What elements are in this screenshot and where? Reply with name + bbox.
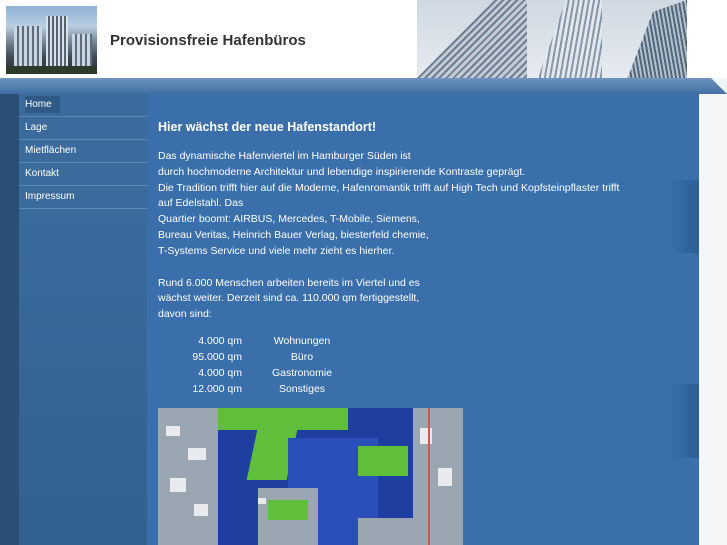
site-title: Provisionsfreie Hafenbüros: [110, 32, 306, 49]
nav-item-label: Impressum: [25, 191, 75, 202]
area-quantity: 12.000 qm: [192, 382, 242, 395]
text-line: Bureau Veritas, Heinrich Bauer Verlag, biesterfeld chemie,: [158, 228, 429, 241]
text-line: Das dynamische Hafenviertel im Hamburger Süden ist: [158, 150, 411, 162]
area-breakdown-table: [170, 333, 362, 397]
text-line: durch hochmoderne Architektur und lebendige inspirierende Kontraste geprägt.: [158, 165, 526, 178]
area-category: Gastronomie: [271, 366, 333, 379]
header-band: [0, 78, 727, 94]
text-line: auf Edelstahl. Das: [158, 197, 244, 210]
table-row: [170, 381, 362, 397]
right-edge-tab: [669, 384, 699, 458]
main-navigation: [19, 94, 147, 209]
text-line: Die Tradition trifft hier auf die Moderne, Hafenromantik trifft auf High Tech und Kopfsteinpflaster trifft: [158, 181, 620, 194]
sidebar-lower: [19, 210, 147, 545]
nav-item-kontakt[interactable]: [19, 163, 147, 186]
area-category: Wohnungen: [273, 334, 331, 347]
nav-item-label: Lage: [25, 122, 48, 133]
harbor-map-image: [158, 408, 463, 545]
table-row: [170, 365, 362, 381]
nav-item-impressum[interactable]: [19, 186, 147, 209]
article: [158, 120, 668, 397]
intro-paragraph: [158, 149, 668, 260]
header: [0, 0, 727, 80]
sidebar-stripe: [0, 94, 19, 545]
text-line: Rund 6.000 Menschen arbeiten bereits im Viertel und es: [158, 276, 420, 289]
header-skyline-image: [417, 0, 687, 78]
text-line: davon sind:: [158, 308, 212, 321]
right-margin: [699, 94, 727, 545]
page-headline: Hier wächst der neue Hafenstandort!: [158, 120, 377, 134]
area-quantity: 95.000 qm: [192, 350, 242, 363]
area-quantity: 4.000 qm: [198, 366, 242, 379]
nav-item-label: Mietflächen: [25, 145, 77, 156]
nav-item-home[interactable]: [19, 94, 147, 117]
text-line: wächst weiter. Derzeit sind ca. 110.000 qm fertiggestellt,: [158, 292, 420, 305]
area-category: Büro: [290, 350, 314, 363]
area-quantity: 4.000 qm: [198, 334, 242, 347]
nav-item-mietflaechen[interactable]: [19, 140, 147, 163]
text-line: Quartier boomt: AIRBUS, Mercedes, T-Mobile, Siemens,: [158, 213, 420, 226]
stats-paragraph: [158, 276, 668, 323]
nav-item-lage[interactable]: [19, 117, 147, 140]
nav-item-label: Home: [25, 96, 60, 113]
text-line: T-Systems Service und viele mehr zieht es hierher.: [158, 244, 395, 257]
header-building-photo: [6, 6, 97, 74]
area-category: Sonstiges: [278, 382, 326, 395]
right-edge-tab: [669, 180, 699, 253]
nav-item-label: Kontakt: [25, 168, 59, 179]
table-row: [170, 333, 362, 349]
table-row: [170, 349, 362, 365]
